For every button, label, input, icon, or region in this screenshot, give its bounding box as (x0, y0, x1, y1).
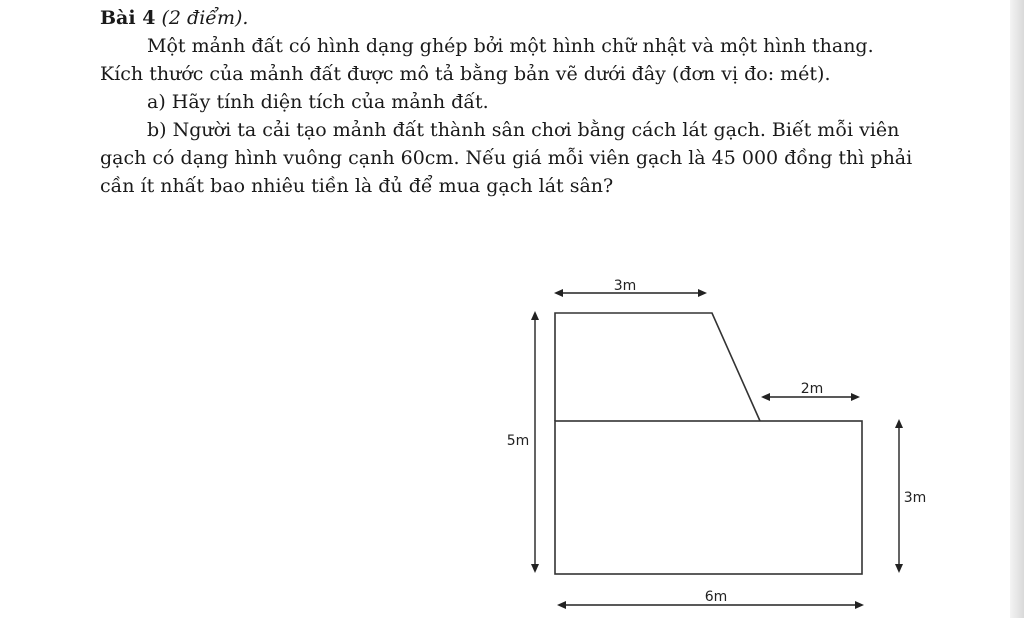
part-a: a) Hãy tính diện tích của mảnh đất. (147, 91, 489, 113)
paragraph-line-1: Một mảnh đất có hình dạng ghép bởi một hình chữ nhật và một hình thang. (147, 35, 874, 57)
rectangle-outline (555, 421, 862, 574)
trapezoid-outline (555, 313, 760, 421)
part-b-line-2: gạch có dạng hình vuông cạnh 60cm. Nếu giá mỗi viên gạch là 45 000 đồng thì phải (100, 147, 913, 169)
label-step-width: 2m (800, 381, 824, 397)
title-points: (2 điểm). (161, 7, 249, 29)
label-total-height: 5m (506, 433, 530, 449)
part-b-line-3: cần ít nhất bao nhiêu tiền là đủ để mua gạch lát sân? (100, 175, 614, 197)
title-number: Bài 4 (100, 7, 156, 29)
dimension-arrow-left (531, 311, 539, 573)
label-top-width: 3m (613, 278, 637, 294)
paragraph-line-2: Kích thước của mảnh đất được mô tả bằng bản vẽ dưới đây (đơn vị đo: mét). (100, 63, 831, 85)
label-bottom-width: 6m (704, 589, 728, 605)
part-b-line-1: b) Người ta cải tạo mảnh đất thành sân chơi bằng cách lát gạch. Biết mỗi viên (147, 119, 900, 141)
label-rectangle-height: 3m (903, 490, 927, 506)
dimension-arrow-right (895, 419, 903, 573)
